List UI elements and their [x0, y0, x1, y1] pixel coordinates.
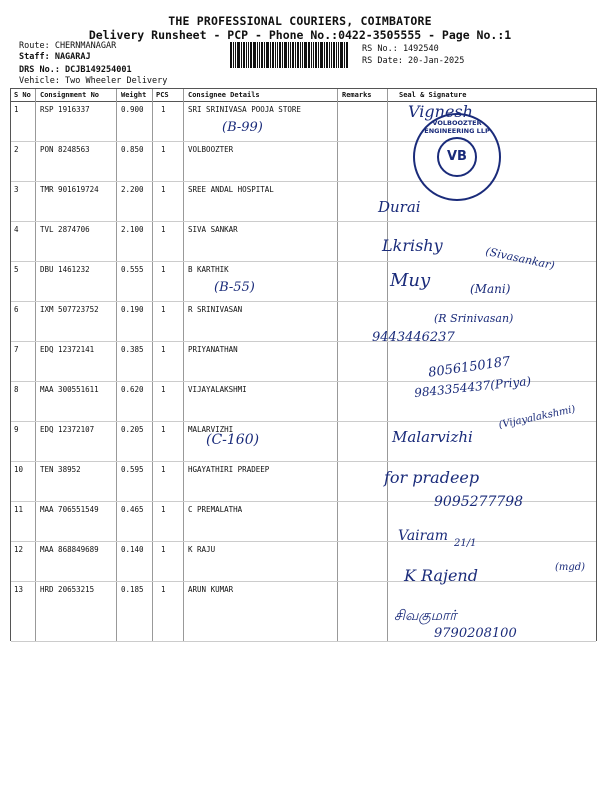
runsheet-subtitle: Delivery Runsheet - PCP - Phone No.:0422-3505555 - Page No.:1	[88, 28, 512, 42]
company-seal	[413, 113, 501, 201]
note-row9: (C-160)	[206, 432, 260, 448]
signature-row6b: 9443446237	[372, 330, 455, 345]
barcode-bar	[340, 42, 343, 68]
barcode-bar	[261, 42, 263, 68]
barcode-bar	[338, 42, 339, 68]
cell-weight: 0.385	[121, 345, 144, 354]
col-remarks: Remarks	[342, 91, 372, 99]
note-row1: (B-99)	[222, 120, 263, 135]
barcode-bar	[313, 42, 314, 68]
cell-pcs: 1	[161, 505, 166, 514]
barcode-bar	[237, 42, 240, 68]
barcode-bar	[300, 42, 301, 68]
signature-row5a: Muy	[390, 270, 431, 291]
note-row5: (B-55)	[214, 280, 255, 295]
cell-pcs: 1	[161, 105, 166, 114]
rs-number: RS No.: 1492540	[362, 44, 439, 54]
barcode-bar	[241, 42, 242, 68]
barcode-bar	[253, 42, 256, 68]
barcode-bar	[336, 42, 337, 68]
cell-sno: 6	[14, 305, 19, 314]
barcode-bar	[344, 42, 345, 68]
cell-weight: 2.200	[121, 185, 144, 194]
cell-cons: PON 8248563	[40, 145, 90, 154]
col-sno: S No	[14, 91, 31, 99]
signature-row8a: 9843354437(Priya)	[413, 373, 532, 401]
barcode-bar	[346, 42, 348, 68]
cell-pcs: 1	[161, 465, 166, 474]
barcode-bar	[250, 42, 252, 68]
cell-sno: 5	[14, 265, 19, 274]
cell-sno: 1	[14, 105, 19, 114]
signature-row11b: 21/1	[454, 538, 477, 549]
cell-sno: 13	[14, 585, 24, 594]
cell-pcs: 1	[161, 345, 166, 354]
table-row	[11, 101, 596, 142]
cell-pcs: 1	[161, 265, 166, 274]
cell-pcs: 1	[161, 545, 166, 554]
barcode-bar	[290, 42, 291, 68]
cell-weight: 0.185	[121, 585, 144, 594]
cell-consignee: ARUN KUMAR	[188, 585, 234, 594]
cell-sno: 7	[14, 345, 19, 354]
barcode-bar	[329, 42, 330, 68]
barcode-bar	[295, 42, 296, 68]
cell-sno: 10	[14, 465, 24, 474]
company-title: THE PROFESSIONAL COURIERS, COIMBATORE	[168, 14, 432, 28]
table-row	[11, 141, 596, 182]
barcode-bar	[272, 42, 274, 68]
signature-row1: Vignesh	[408, 102, 473, 121]
signature-row11a: Vairam	[398, 528, 448, 544]
cell-cons: MAA 706551549	[40, 505, 99, 514]
route: Route: CHERNMANAGAR	[19, 41, 117, 51]
signature-row6a: (R Srinivasan)	[434, 312, 514, 325]
cell-cons: MAA 868849689	[40, 545, 99, 554]
cell-weight: 0.140	[121, 545, 144, 554]
cell-pcs: 1	[161, 225, 166, 234]
barcode	[230, 42, 358, 68]
barcode-bar	[311, 42, 312, 68]
barcode-bar	[275, 42, 276, 68]
cell-sno: 3	[14, 185, 19, 194]
cell-consignee: VIJAYALAKSHMI	[188, 385, 247, 394]
barcode-bar	[233, 42, 234, 68]
cell-consignee: K RAJU	[188, 545, 216, 554]
cell-consignee: HGAYATHIRI PRADEEP	[188, 465, 270, 474]
cell-pcs: 1	[161, 185, 166, 194]
cell-weight: 0.465	[121, 505, 144, 514]
cell-cons: RSP 1916337	[40, 105, 90, 114]
signature-row5b: (Mani)	[470, 282, 511, 296]
barcode-bar	[324, 42, 325, 68]
barcode-bar	[282, 42, 283, 68]
signature-row9: Malarvizhi	[392, 428, 473, 446]
cell-weight: 0.620	[121, 385, 144, 394]
cell-sno: 9	[14, 425, 19, 434]
drs-number: DRS No.: DCJB149254001	[19, 65, 132, 75]
signature-row13b: 9790208100	[434, 626, 517, 641]
cell-consignee: C PREMALATHA	[188, 505, 243, 514]
barcode-bar	[308, 42, 310, 68]
barcode-bar	[297, 42, 299, 68]
barcode-bar	[284, 42, 287, 68]
barcode-bar	[257, 42, 258, 68]
col-pcs: PCS	[156, 91, 169, 99]
cell-pcs: 1	[161, 585, 166, 594]
cell-sno: 11	[14, 505, 24, 514]
cell-sno: 2	[14, 145, 19, 154]
cell-weight: 0.850	[121, 145, 144, 154]
barcode-bar	[248, 42, 249, 68]
cell-weight: 0.205	[121, 425, 144, 434]
staff: Staff: NAGARAJ	[19, 52, 91, 62]
barcode-bar	[288, 42, 289, 68]
barcode-bar	[331, 42, 332, 68]
cell-consignee: B KARTHIK	[188, 265, 229, 274]
vehicle: Vehicle: Two Wheeler Delivery	[19, 76, 168, 86]
barcode-bar	[235, 42, 236, 68]
signature-row7: 8056150187	[427, 354, 512, 381]
signature-row10b: 9095277798	[434, 494, 524, 510]
cell-weight: 2.100	[121, 225, 144, 234]
barcode-bar	[320, 42, 323, 68]
col-consignment: Consignment No	[40, 91, 100, 99]
barcode-bar	[279, 42, 281, 68]
barcode-bar	[277, 42, 278, 68]
barcode-bar	[230, 42, 232, 68]
seal-center: VB	[437, 137, 477, 177]
signature-row13a: சிவகுமார்	[394, 608, 457, 624]
barcode-bar	[243, 42, 245, 68]
cell-consignee: SREE ANDAL HOSPITAL	[188, 185, 274, 194]
barcode-bar	[302, 42, 303, 68]
rs-date: RS Date: 20-Jan-2025	[362, 56, 465, 66]
cell-consignee: MALARVIZHI	[188, 425, 234, 434]
cell-cons: MAA 300551611	[40, 385, 99, 394]
table-row	[11, 181, 596, 222]
signature-row4a: Lkrishy	[382, 236, 443, 255]
col-consignee: Consignee Details	[188, 91, 260, 99]
signature-row8b: (Vijayalakshmi)	[497, 403, 577, 432]
cell-weight: 0.555	[121, 265, 144, 274]
barcode-bar	[270, 42, 271, 68]
cell-cons: TEN 38952	[40, 465, 81, 474]
cell-pcs: 1	[161, 425, 166, 434]
signature-row10a: for pradeep	[384, 468, 480, 487]
barcode-bar	[246, 42, 247, 68]
cell-weight: 0.190	[121, 305, 144, 314]
cell-cons: TMR 901619724	[40, 185, 99, 194]
cell-cons: IXM 507723752	[40, 305, 99, 314]
cell-cons: EDQ 12372141	[40, 345, 95, 354]
cell-weight: 0.595	[121, 465, 144, 474]
cell-consignee: SIVA SANKAR	[188, 225, 238, 234]
cell-sno: 8	[14, 385, 19, 394]
barcode-bar	[264, 42, 265, 68]
signature-row12a: K Rajend	[404, 566, 478, 585]
table-row	[11, 541, 596, 582]
barcode-bar	[315, 42, 317, 68]
cell-sno: 12	[14, 545, 24, 554]
cell-cons: HRD 20653215	[40, 585, 95, 594]
barcode-bar	[292, 42, 294, 68]
cell-pcs: 1	[161, 305, 166, 314]
cell-sno: 4	[14, 225, 19, 234]
cell-consignee: SRI SRINIVASA POOJA STORE	[188, 105, 301, 114]
cell-consignee: VOLBOOZTER	[188, 145, 234, 154]
col-seal-signature: Seal & Signature	[399, 91, 467, 99]
cell-pcs: 1	[161, 385, 166, 394]
barcode-bar	[333, 42, 335, 68]
cell-consignee: R SRINIVASAN	[188, 305, 243, 314]
cell-cons: EDQ 12372107	[40, 425, 95, 434]
cell-cons: TVL 2874706	[40, 225, 90, 234]
barcode-bar	[259, 42, 260, 68]
barcode-bar	[266, 42, 269, 68]
barcode-bar	[304, 42, 307, 68]
col-weight: Weight	[121, 91, 147, 99]
signature-row12b: (mgd)	[555, 562, 586, 573]
cell-pcs: 1	[161, 145, 166, 154]
cell-cons: DBU 1461232	[40, 265, 90, 274]
cell-consignee: PRIYANATHAN	[188, 345, 238, 354]
signature-row3: Durai	[378, 198, 421, 216]
cell-weight: 0.900	[121, 105, 144, 114]
signature-row4b: (Sivasankar)	[484, 244, 556, 273]
seal-ring-text: VOLBOOZTER ENGINEERING LLP	[424, 119, 490, 135]
barcode-bar	[318, 42, 319, 68]
barcode-bar	[326, 42, 328, 68]
